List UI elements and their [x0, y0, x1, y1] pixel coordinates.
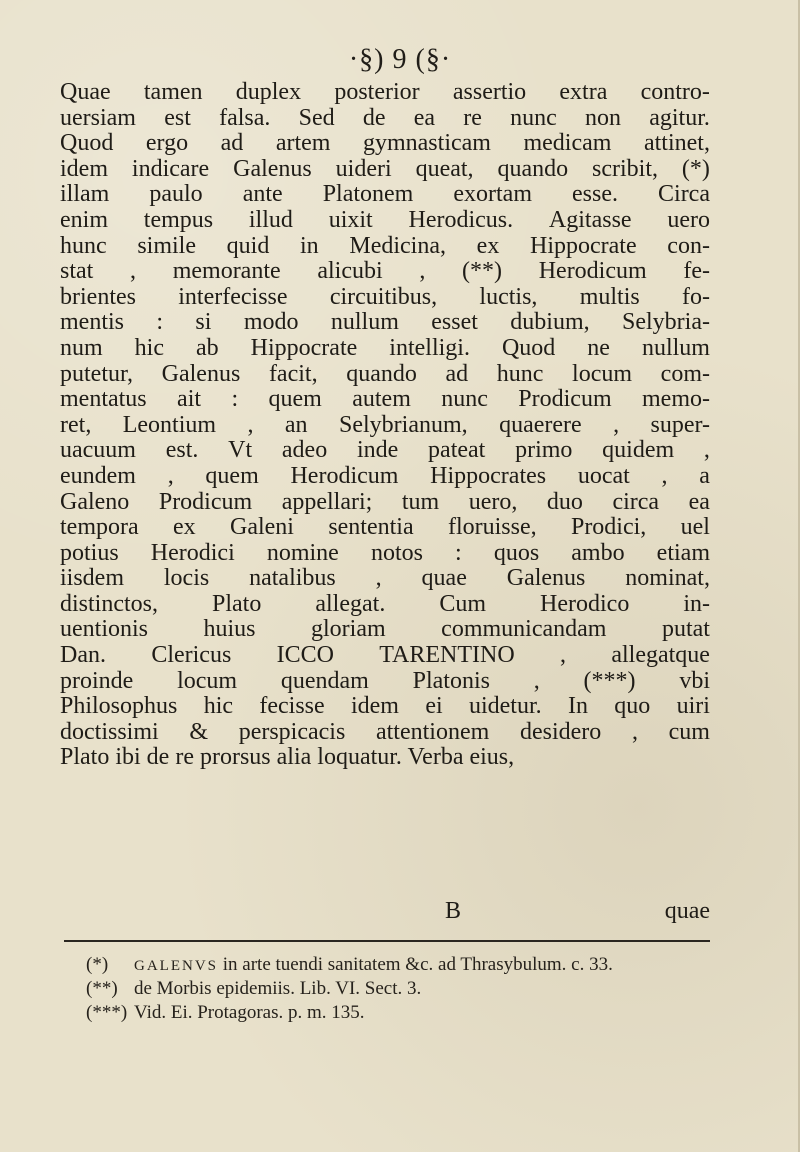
word: sententia — [328, 514, 414, 541]
word: artem — [275, 130, 331, 157]
word: : — [455, 539, 462, 566]
word: ex — [172, 514, 196, 541]
word: hic — [134, 334, 164, 361]
word: in — [300, 232, 319, 259]
word: hic — [203, 693, 234, 720]
word: attentionem — [375, 718, 490, 745]
word: nullum — [330, 309, 399, 336]
word: Prodicum — [518, 386, 612, 413]
main-text-block — [60, 80, 710, 771]
word: mentatus — [60, 386, 147, 413]
word: Medicina, — [349, 232, 446, 259]
word: contro- — [640, 79, 710, 105]
word: exortam — [453, 181, 532, 208]
word: distinctos, — [60, 590, 159, 617]
word: Quod — [60, 130, 114, 157]
word: esset — [431, 309, 478, 336]
word: proinde — [60, 667, 134, 694]
text-line — [60, 566, 710, 592]
word: (**) — [462, 258, 503, 285]
word: memorante — [172, 258, 281, 285]
word: agitur. — [649, 104, 710, 131]
word: floruisse, — [447, 514, 537, 541]
word: Galenus — [506, 565, 586, 592]
footnote-marker: (***) — [86, 1002, 128, 1023]
word: In — [567, 693, 588, 720]
word: fe- — [683, 258, 710, 285]
word: Hippocrate — [530, 232, 637, 259]
word: ambo — [571, 539, 625, 566]
word: ante — [242, 181, 283, 208]
word: fo- — [682, 283, 710, 310]
word: ne — [587, 334, 610, 361]
word: nunc — [441, 386, 488, 413]
text-line — [60, 643, 710, 669]
text-line — [60, 285, 710, 311]
word: uero, — [468, 488, 518, 515]
text-line — [60, 208, 710, 234]
word: ad — [220, 130, 244, 157]
word: in- — [683, 590, 710, 617]
word: luctis, — [479, 283, 538, 310]
footnotes-block — [86, 953, 710, 1025]
word: nominat, — [625, 565, 710, 592]
word: : — [156, 309, 164, 336]
word: (*) — [681, 155, 710, 182]
text-line — [60, 669, 710, 695]
word: extra — [559, 79, 608, 105]
word: Plato — [212, 590, 262, 617]
word: facit, — [268, 360, 318, 387]
word: Galeno — [60, 488, 130, 515]
word: num — [60, 334, 103, 361]
word: quid — [226, 232, 270, 259]
word: primo — [515, 437, 573, 464]
word: uacuum — [60, 437, 136, 464]
word: duo — [546, 488, 583, 515]
word: locum — [572, 360, 633, 387]
word: ait — [177, 386, 202, 413]
text-line — [60, 438, 710, 464]
word: Circa — [658, 181, 710, 208]
word: fecisse — [259, 693, 325, 720]
page-number-header: ·§) 9 (§· — [348, 44, 452, 75]
word: brientes — [60, 283, 136, 310]
word: interfecisse — [178, 283, 288, 310]
word: Herodicum — [538, 258, 647, 285]
word: circa — [612, 488, 660, 515]
word: notos — [370, 539, 423, 566]
word: inde — [356, 437, 399, 464]
word: Platonis — [412, 667, 490, 694]
footnote-separator-rule — [64, 940, 710, 942]
word: ret, — [60, 411, 92, 438]
word: uidetur. — [468, 693, 542, 720]
word: , — [661, 462, 668, 489]
text-line — [60, 336, 710, 362]
word: , — [167, 462, 174, 489]
word: nunc — [510, 104, 557, 131]
word: Herodicum — [290, 462, 399, 489]
word: est. — [165, 437, 199, 464]
word: tempora — [60, 514, 139, 541]
word: tamen — [143, 79, 203, 105]
word: a — [699, 462, 710, 489]
text-line: Plato ibi de re prorsus alia loquatur. Verba eius, — [60, 744, 515, 771]
word: Prodicum — [158, 488, 253, 515]
word: potius — [60, 539, 119, 566]
word: TARENTINO — [379, 642, 515, 669]
word: indicare — [131, 155, 210, 182]
word: uocat — [577, 462, 630, 489]
word: allegatque — [611, 642, 710, 669]
word: iisdem — [60, 565, 124, 592]
word: quos — [493, 539, 540, 566]
footnote-marker: (**) — [86, 978, 118, 999]
word: ea — [413, 104, 436, 131]
word: Galeni — [229, 514, 294, 541]
word: idem — [350, 693, 399, 720]
word: gloriam — [311, 616, 386, 643]
word: tum — [401, 488, 440, 515]
word: re — [463, 104, 482, 131]
word: uideri — [335, 155, 392, 182]
text-line — [60, 80, 710, 106]
text-line — [60, 592, 710, 618]
word: putetur, — [60, 360, 134, 387]
word: allegat. — [315, 590, 386, 617]
catchword-line — [60, 898, 710, 926]
word: memo- — [642, 386, 710, 413]
word: con- — [667, 232, 710, 259]
word: simile — [137, 232, 196, 259]
word: etiam — [656, 539, 710, 566]
word: stat — [60, 258, 94, 285]
word: Prodici, — [570, 514, 647, 541]
text-line — [60, 515, 710, 541]
word: , — [130, 258, 137, 285]
word: de — [362, 104, 386, 131]
catchword: quae — [664, 898, 710, 924]
word: posterior — [334, 79, 420, 105]
text-line — [60, 694, 710, 720]
word: , — [533, 667, 540, 694]
word: Quod — [501, 334, 556, 361]
word: ad — [445, 360, 469, 387]
word: intelligi. — [389, 334, 470, 361]
word: (***) — [583, 667, 636, 694]
word: alicubi — [317, 258, 383, 285]
word: Platonem — [322, 181, 414, 208]
word: uiri — [676, 693, 710, 720]
word: uentionis — [60, 616, 148, 643]
word: quem — [268, 386, 322, 413]
word: enim — [60, 206, 108, 233]
word: gymnasticam — [362, 130, 491, 157]
word: modo — [243, 309, 299, 336]
word: hunc — [496, 360, 544, 387]
word: quaerere — [499, 411, 582, 438]
word: quae — [421, 565, 467, 592]
text-line — [60, 310, 710, 336]
word: ICCO — [276, 642, 334, 669]
word: non — [585, 104, 621, 131]
word: nomine — [266, 539, 339, 566]
text-line — [60, 182, 710, 208]
footnote-1 — [86, 953, 710, 977]
word: Sed — [298, 104, 335, 131]
word: Galenus — [233, 155, 312, 182]
word: super- — [650, 411, 710, 438]
text-line — [60, 541, 710, 567]
word: Clericus — [151, 642, 232, 669]
word: autem — [352, 386, 411, 413]
text-line — [60, 131, 710, 157]
footnote-3 — [86, 1001, 710, 1025]
word: perspicacis — [238, 718, 346, 745]
word: esse. — [572, 181, 618, 208]
text-line — [60, 362, 710, 388]
word: , — [247, 411, 254, 438]
word: uero — [667, 206, 710, 233]
word: Herodici — [150, 539, 235, 566]
text-line — [60, 720, 710, 746]
text-line — [60, 413, 710, 439]
word: an — [284, 411, 308, 438]
word: Vt — [228, 437, 253, 464]
word: putat — [661, 616, 710, 643]
word: dubium, — [510, 309, 590, 336]
word: quando — [497, 155, 569, 182]
word: scribit, — [592, 155, 659, 182]
word: uel — [680, 514, 710, 541]
text-line — [60, 490, 710, 516]
word: appellari; — [281, 488, 373, 515]
word: quo — [614, 693, 651, 720]
word: tempus — [143, 206, 214, 233]
word: com- — [660, 360, 710, 387]
text-line — [60, 259, 710, 285]
word: , — [631, 718, 638, 745]
word: est — [164, 104, 191, 131]
word: cum — [668, 718, 710, 745]
word: , — [703, 437, 710, 464]
word: ergo — [145, 130, 189, 157]
text-line — [60, 617, 710, 643]
word: medicam — [523, 130, 612, 157]
word: Dan. — [60, 642, 106, 669]
word: falsa. — [219, 104, 271, 131]
word: Quae — [60, 79, 111, 105]
word: vbi — [679, 667, 710, 694]
word: locis — [163, 565, 210, 592]
word: doctissimi — [60, 718, 159, 745]
word: duplex — [235, 79, 302, 105]
word: quendam — [280, 667, 369, 694]
word: hunc — [60, 232, 107, 259]
word: Hippocrate — [250, 334, 358, 361]
word: uersiam — [60, 104, 136, 131]
word: Leontium — [122, 411, 217, 438]
text-line — [60, 387, 710, 413]
word: , — [613, 411, 620, 438]
word: mentis — [60, 309, 124, 336]
word: Agitasse — [548, 206, 632, 233]
word: desidero — [519, 718, 602, 745]
text-line — [60, 464, 710, 490]
word: circuitibus, — [329, 283, 438, 310]
footnote-marker: (*) — [86, 954, 109, 975]
word: quando — [346, 360, 417, 387]
word: assertio — [452, 79, 527, 105]
word: ea — [688, 488, 710, 515]
word: natalibus — [249, 565, 336, 592]
word: Galenus — [161, 360, 241, 387]
word: Selybria- — [622, 309, 710, 336]
word: Philosophus — [60, 693, 178, 720]
word: paulo — [149, 181, 203, 208]
word: ex — [476, 232, 500, 259]
word: quidem — [602, 437, 675, 464]
word: uixit — [328, 206, 373, 233]
footnote-text: in arte tuendi sanitatem &c. ad Thrasybulum. c. 33. — [218, 954, 613, 975]
word: Herodico — [540, 590, 630, 617]
word: idem — [60, 155, 108, 182]
word: nullum — [641, 334, 710, 361]
word: Herodicus. — [408, 206, 514, 233]
text-line — [60, 157, 710, 183]
word: adeo — [281, 437, 328, 464]
footnote-author: GALENVS — [134, 958, 218, 974]
word: ab — [196, 334, 219, 361]
word: Cum — [439, 590, 487, 617]
word: huius — [203, 616, 256, 643]
word: communicandam — [441, 616, 607, 643]
word: quem — [205, 462, 259, 489]
word: , — [419, 258, 426, 285]
word: & — [189, 718, 209, 745]
text-line — [60, 234, 710, 260]
signature-mark: B — [445, 898, 462, 924]
text-line — [60, 106, 710, 132]
word: multis — [579, 283, 640, 310]
footnote-2 — [86, 977, 710, 1001]
word: , — [560, 642, 567, 669]
footnote-text: Vid. Ei. Protagoras. p. m. 135. — [134, 1002, 365, 1023]
word: ei — [425, 693, 443, 720]
word: : — [231, 386, 239, 413]
word: , — [375, 565, 382, 592]
word: si — [195, 309, 212, 336]
word: Selybrianum, — [338, 411, 468, 438]
word: locum — [177, 667, 238, 694]
footnote-text: de Morbis epidemiis. Lib. VI. Sect. 3. — [134, 978, 422, 999]
word: pateat — [428, 437, 486, 464]
word: illud — [248, 206, 293, 233]
word: Hippocrates — [430, 462, 547, 489]
word: attinet, — [643, 130, 710, 157]
word: illam — [60, 181, 110, 208]
word: eundem — [60, 462, 136, 489]
word: queat, — [415, 155, 474, 182]
